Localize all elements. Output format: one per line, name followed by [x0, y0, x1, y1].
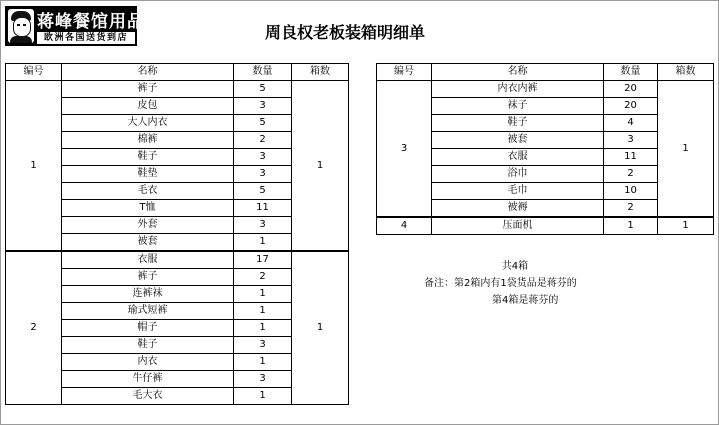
item-qty-cell: 2 — [604, 200, 658, 218]
table-row — [377, 81, 714, 98]
item-qty-cell: 1 — [234, 286, 292, 303]
col-header-qty: 数量 — [234, 64, 292, 81]
item-qty-cell: 5 — [234, 115, 292, 132]
item-qty-cell: 1 — [604, 217, 658, 235]
item-name-cell: 压面机 — [432, 217, 604, 235]
box-count-cell: 1 — [658, 81, 714, 218]
item-name-cell: 瑜式短裤 — [62, 303, 234, 320]
item-name-cell: 裤子 — [62, 269, 234, 286]
right-table-body — [377, 81, 714, 235]
item-qty-cell: 1 — [234, 354, 292, 371]
logo-title: 蒋峰餐馆用品 — [37, 12, 145, 32]
item-qty-cell: 2 — [234, 269, 292, 286]
box-count-cell: 1 — [292, 251, 349, 405]
col-header-name: 名称 — [432, 64, 604, 81]
item-qty-cell: 2 — [604, 166, 658, 183]
item-name-cell: 连裤袜 — [62, 286, 234, 303]
item-name-cell: 衣服 — [432, 149, 604, 166]
item-name-cell: 毛衣 — [62, 183, 234, 200]
box-number-cell: 1 — [6, 81, 62, 252]
summary-block — [380, 258, 650, 309]
item-qty-cell: 2 — [234, 132, 292, 149]
table-row — [6, 251, 349, 269]
box-number-cell: 4 — [377, 217, 432, 235]
table-row — [377, 217, 714, 235]
item-qty-cell: 1 — [234, 388, 292, 405]
col-header-qty: 数量 — [604, 64, 658, 81]
item-name-cell: 被套 — [432, 132, 604, 149]
item-name-cell: 牛仔裤 — [62, 371, 234, 388]
item-qty-cell: 11 — [604, 149, 658, 166]
col-header-box-no: 编号 — [6, 64, 62, 81]
item-qty-cell: 3 — [234, 166, 292, 183]
item-qty-cell: 20 — [604, 81, 658, 98]
item-qty-cell: 5 — [234, 183, 292, 200]
item-name-cell: 内衣 — [62, 354, 234, 371]
total-boxes: 共4箱 — [501, 261, 529, 272]
item-qty-cell: 3 — [234, 337, 292, 354]
item-name-cell: 鞋子 — [62, 337, 234, 354]
item-name-cell: 毛大衣 — [62, 388, 234, 405]
item-qty-cell: 10 — [604, 183, 658, 200]
box-count-cell: 1 — [292, 81, 349, 252]
item-name-cell: T恤 — [62, 200, 234, 217]
item-qty-cell: 3 — [234, 371, 292, 388]
item-name-cell: 皮包 — [62, 98, 234, 115]
remark-line-1: 备注：第2箱内有1袋货品是蒋芬的 — [424, 278, 577, 289]
item-name-cell: 浴巾 — [432, 166, 604, 183]
item-name-cell: 大人内衣 — [62, 115, 234, 132]
item-name-cell: 裤子 — [62, 81, 234, 98]
item-name-cell: 帽子 — [62, 320, 234, 337]
box-number-cell: 3 — [377, 81, 432, 218]
item-name-cell: 毛巾 — [432, 183, 604, 200]
box-count-cell: 1 — [658, 217, 714, 235]
item-name-cell: 衣服 — [62, 251, 234, 269]
item-qty-cell: 3 — [234, 217, 292, 234]
item-name-cell: 棉裤 — [62, 132, 234, 149]
col-header-name: 名称 — [62, 64, 234, 81]
col-header-boxes: 箱数 — [658, 64, 714, 81]
col-header-box-no: 编号 — [377, 64, 432, 81]
chef-portrait-icon — [8, 9, 34, 43]
item-qty-cell: 20 — [604, 98, 658, 115]
item-name-cell: 外套 — [62, 217, 234, 234]
left-table-body — [6, 81, 349, 405]
item-qty-cell: 1 — [234, 303, 292, 320]
right-packing-table — [376, 63, 714, 235]
item-qty-cell: 5 — [234, 81, 292, 98]
remark-line-2: 第4箱是蒋芬的 — [492, 295, 559, 306]
box-number-cell: 2 — [6, 251, 62, 405]
col-header-boxes: 箱数 — [292, 64, 349, 81]
item-name-cell: 被套 — [62, 234, 234, 252]
item-qty-cell: 17 — [234, 251, 292, 269]
document-title: 周良权老板装箱明细单 — [265, 23, 426, 42]
left-packing-table — [5, 63, 349, 405]
company-logo — [5, 6, 145, 46]
item-qty-cell: 1 — [234, 234, 292, 252]
item-name-cell: 鞋垫 — [62, 166, 234, 183]
table-row — [6, 81, 349, 98]
item-qty-cell: 11 — [234, 200, 292, 217]
item-qty-cell: 3 — [234, 98, 292, 115]
item-qty-cell: 1 — [234, 320, 292, 337]
item-name-cell: 袜子 — [432, 98, 604, 115]
logo-subtitle: 欧洲各国送货到店 — [37, 32, 135, 44]
item-qty-cell: 4 — [604, 115, 658, 132]
item-name-cell: 被褥 — [432, 200, 604, 218]
item-name-cell: 鞋子 — [432, 115, 604, 132]
item-name-cell: 内衣内裤 — [432, 81, 604, 98]
item-name-cell: 鞋子 — [62, 149, 234, 166]
item-qty-cell: 3 — [234, 149, 292, 166]
item-qty-cell: 3 — [604, 132, 658, 149]
